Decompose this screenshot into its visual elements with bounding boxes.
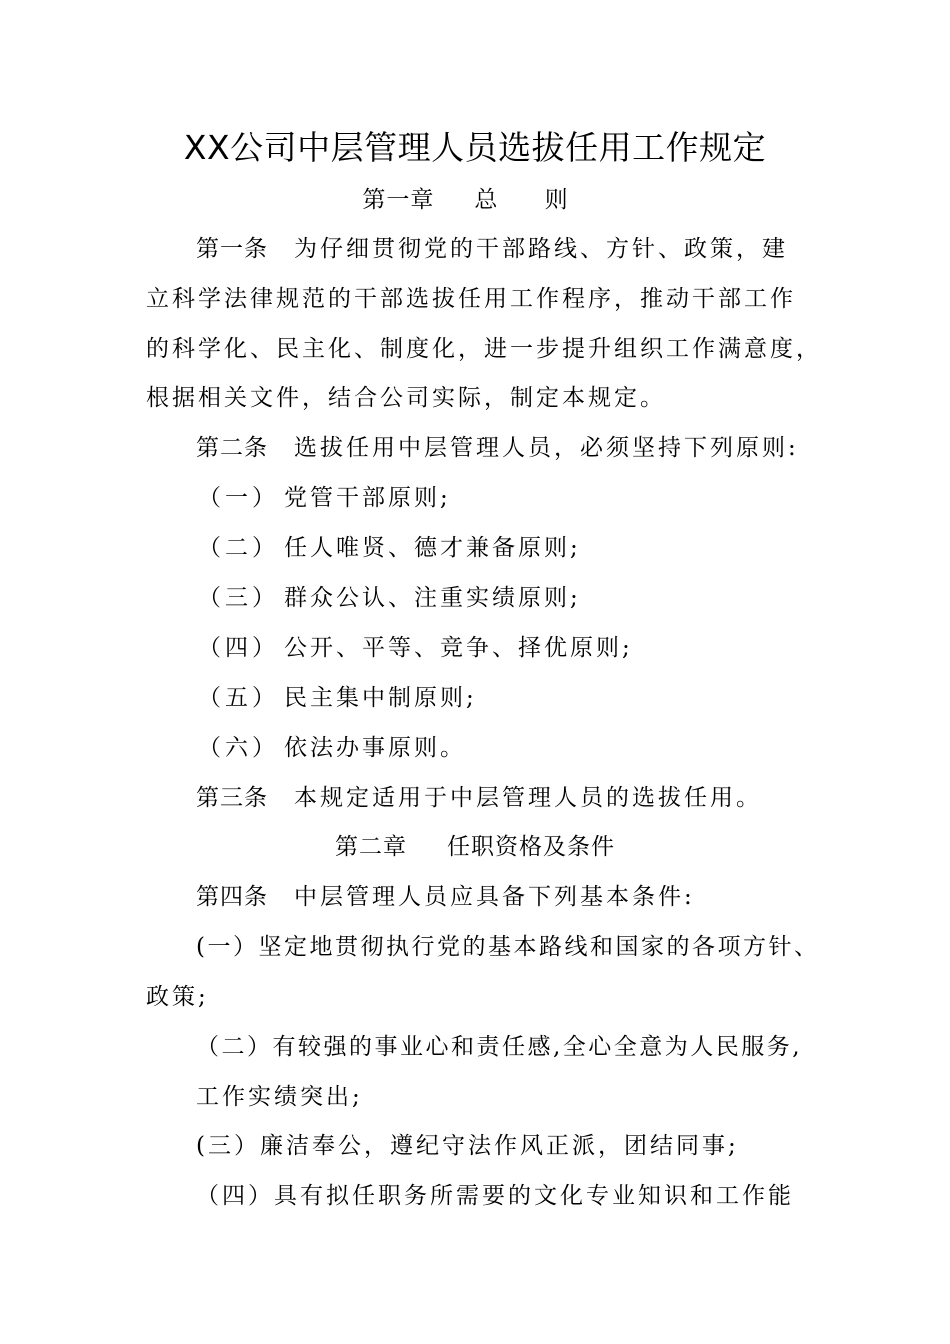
article-1-line-2: 立科学法律规范的干部选拔任用工作程序，推动干部工作	[146, 286, 796, 312]
chapter-1-name: 总 则	[474, 187, 588, 213]
article-1-text: 为仔细贯彻党的干部路线、方针、政策，建	[294, 236, 788, 262]
chapter-1-heading	[0, 185, 950, 215]
article-1-line-3: 的科学化、民主化、制度化，进一步提升组织工作满意度，	[146, 336, 822, 362]
chapter-1-number: 第一章	[362, 187, 435, 213]
chapter-2-number: 第二章	[335, 834, 407, 860]
document-title: XX公司中层管理人员选拔任用工作规定	[183, 128, 767, 167]
article-1-line-1	[196, 234, 788, 264]
article-2-text: 选拔任用中层管理人员，必须坚持下列原则:	[294, 435, 799, 461]
condition-4-line-1: （四）具有拟任职务所需要的文化专业知识和工作能	[196, 1183, 794, 1209]
chapter-2-heading	[0, 832, 950, 862]
article-1-line-4: 根据相关文件，结合公司实际，制定本规定。	[146, 385, 666, 411]
article-1-label: 第一条	[196, 236, 268, 262]
principle-item: （二） 任人唯贤、德才兼备原则;	[198, 535, 581, 561]
principle-item: （一） 党管干部原则;	[198, 485, 451, 511]
principle-item: （五） 民主集中制原则;	[198, 685, 477, 711]
article-3-text: 本规定适用于中层管理人员的选拔任用。	[294, 785, 762, 811]
article-4-text: 中层管理人员应具备下列基本条件:	[294, 884, 695, 910]
article-2-line-1	[196, 433, 799, 463]
article-4-label: 第四条	[196, 884, 268, 910]
condition-3-line-1: (三）廉洁奉公，遵纪守法作风正派，团结同事;	[196, 1133, 739, 1159]
article-3-line	[196, 783, 762, 813]
chapter-2-name: 任职资格及条件	[447, 834, 615, 860]
condition-1-line-1: (一）坚定地贯彻执行党的基本路线和国家的各项方针、	[196, 934, 820, 960]
principle-item: （三） 群众公认、注重实绩原则;	[198, 585, 581, 611]
condition-1-line-2: 政策;	[146, 984, 209, 1010]
principle-item: （六） 依法办事原则。	[198, 735, 466, 761]
condition-2-line-1: （二）有较强的事业心和责任感,全心全意为人民服务,	[196, 1034, 803, 1060]
principle-item: （四） 公开、平等、竞争、择优原则;	[198, 635, 633, 661]
article-2-label: 第二条	[196, 435, 268, 461]
condition-2-line-2: 工作实绩突出;	[196, 1084, 363, 1110]
article-4-line-1	[196, 882, 695, 912]
article-3-label: 第三条	[196, 785, 268, 811]
